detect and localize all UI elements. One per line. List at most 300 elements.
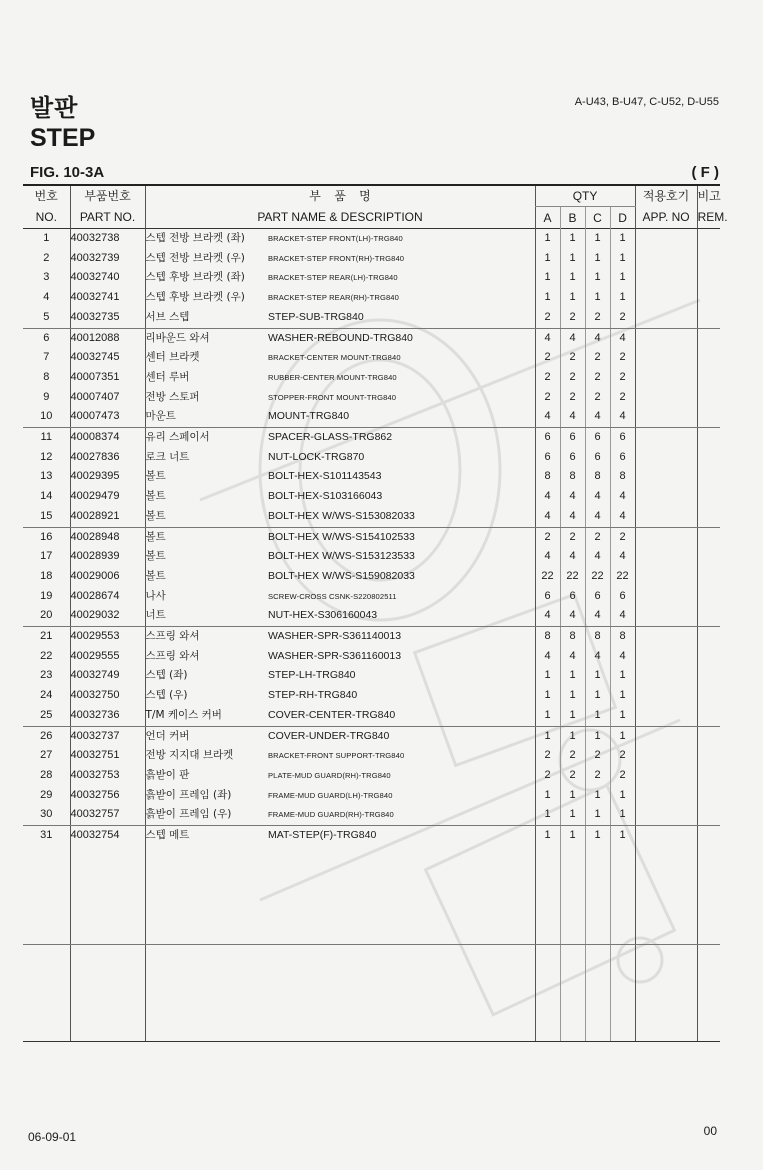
table-row (23, 348, 720, 368)
table-row (23, 308, 720, 328)
remark-cell (697, 786, 720, 806)
qty-d: 2 (610, 527, 635, 547)
part-name-korean: 유리 스페이서 (145, 428, 268, 448)
qty-c: 1 (585, 268, 610, 288)
part-name: BRACKET-STEP REAR(LH)-TRG840 (268, 273, 398, 283)
part-number: 40032756 (70, 786, 145, 806)
qty-c: 1 (585, 686, 610, 706)
app-no-cell (635, 288, 697, 308)
item-number: 4 (43, 291, 50, 304)
table-row (23, 567, 720, 587)
app-no-cell (635, 407, 697, 427)
part-name: BRACKET-FRONT SUPPORT-TRG840 (268, 751, 405, 761)
item-number: 23 (40, 669, 53, 682)
table-row (23, 627, 720, 647)
part-number: 40028948 (70, 527, 145, 547)
table-row (23, 328, 720, 348)
table-row (23, 368, 720, 388)
blank-cell (70, 846, 145, 945)
remark-cell (697, 726, 720, 746)
qty-c: 1 (585, 249, 610, 269)
part-name: BOLT-HEX W/WS-S153123533 (268, 550, 415, 563)
part-name-korean: 스텝 후방 브라켓 (우) (145, 288, 268, 308)
part-name: BRACKET-STEP FRONT(RH)-TRG840 (268, 253, 405, 263)
part-name: PLATE-MUD GUARD(RH)-TRG840 (268, 770, 391, 780)
part-name: BOLT-HEX W/WS-S153082033 (268, 507, 535, 527)
part-name-korean: 스프링 와셔 (145, 647, 268, 667)
remark-cell (697, 627, 720, 647)
remark-cell (697, 407, 720, 427)
qty-c: 4 (585, 328, 610, 348)
part-name-korean: 볼트 (145, 547, 268, 567)
blank-cell (70, 944, 145, 1041)
col-part-no-ko: 부품번호 (70, 186, 145, 207)
qty-d: 4 (610, 606, 635, 626)
qty-c: 1 (585, 229, 610, 249)
col-app-ko: 적용호기 (635, 186, 697, 207)
page-title-korean: 발판 (30, 94, 79, 122)
parts-table-body (23, 229, 720, 1042)
qty-a: 2 (535, 746, 560, 766)
qty-c: 1 (585, 805, 610, 825)
part-number: 40032749 (70, 666, 145, 686)
remark-cell (697, 507, 720, 527)
qty-a: 6 (535, 448, 560, 468)
qty-d: 2 (610, 348, 635, 368)
qty-d: 2 (610, 388, 635, 408)
part-name-korean: 서브 스텝 (145, 308, 268, 328)
qty-d: 1 (610, 268, 635, 288)
qty-d: 6 (610, 448, 635, 468)
item-number: 17 (40, 550, 53, 563)
remark-cell (697, 766, 720, 786)
qty-a: 4 (535, 407, 560, 427)
blank-cell (610, 944, 635, 1041)
qty-d: 2 (610, 746, 635, 766)
qty-b: 4 (560, 647, 585, 667)
part-number: 40007407 (70, 388, 145, 408)
qty-c: 2 (585, 527, 610, 547)
app-no-cell (635, 547, 697, 567)
part-name: COVER-UNDER-TRG840 (268, 729, 390, 742)
qty-c: 1 (585, 826, 610, 846)
item-number: 11 (40, 431, 52, 444)
item-number: 15 (23, 507, 70, 527)
part-number: 40032740 (70, 268, 145, 288)
figure-code: ( F ) (691, 164, 719, 181)
part-name-korean: 스프링 와셔 (145, 627, 268, 647)
part-name: BOLT-HEX W/WS-S159082033 (268, 569, 415, 582)
part-name: WASHER-SPR-S361140013 (268, 630, 402, 643)
figure-number: FIG. 10-3A (30, 164, 105, 181)
part-name-korean: 흙받이 프레임 (좌) (145, 786, 268, 806)
part-number: 40029032 (70, 606, 145, 626)
qty-d: 1 (610, 805, 635, 825)
qty-d: 2 (610, 308, 635, 328)
part-name: FRAME-MUD GUARD(RH)-TRG840 (268, 805, 535, 825)
qty-d: 4 (610, 507, 635, 527)
qty-d: 4 (610, 407, 635, 427)
app-no-cell (635, 268, 697, 288)
item-number: 18 (40, 569, 53, 582)
part-name-korean: 볼트 (145, 507, 268, 527)
table-row (23, 487, 720, 507)
qty-d: 2 (610, 368, 635, 388)
qty-a: 1 (535, 249, 560, 269)
qty-b: 1 (560, 726, 585, 746)
app-no-cell (635, 308, 697, 328)
part-name: BRACKET-STEP FRONT(LH)-TRG840 (268, 234, 403, 243)
qty-a: 4 (535, 606, 560, 626)
qty-b: 1 (560, 268, 585, 288)
part-number: 40032736 (70, 706, 145, 726)
col-qty: QTY (535, 186, 635, 207)
part-name: WASHER-SPR-S361160013 (268, 649, 402, 662)
part-number: 40029553 (70, 627, 145, 647)
table-row (23, 268, 720, 288)
item-number: 25 (23, 706, 70, 726)
part-number: 40032741 (70, 288, 145, 308)
col-name-ko: 부 품 명 (145, 186, 535, 207)
col-no-ko: 번호 (34, 189, 58, 204)
col-qty-d: D (610, 207, 635, 229)
item-number: 19 (40, 589, 53, 602)
app-no-cell (635, 786, 697, 806)
part-number: 40029555 (70, 647, 145, 667)
qty-a: 2 (535, 348, 560, 368)
part-number: 40032753 (70, 766, 145, 786)
col-rem-ko: 비고 (697, 186, 720, 207)
blank-cell (610, 846, 635, 945)
part-number: 40032751 (70, 746, 145, 766)
qty-a: 4 (535, 487, 560, 507)
qty-c: 4 (585, 407, 610, 427)
part-name: COVER-CENTER-TRG840 (268, 706, 535, 726)
qty-d: 1 (610, 726, 635, 746)
part-number: 40032735 (70, 308, 145, 328)
item-number: 10 (23, 407, 70, 427)
qty-c: 2 (585, 368, 610, 388)
item-number: 12 (40, 450, 53, 463)
app-no-cell (635, 826, 697, 846)
table-row (23, 388, 720, 408)
qty-a: 6 (535, 428, 560, 448)
table-row (23, 428, 720, 448)
qty-d: 2 (610, 766, 635, 786)
col-part-no-en: PART NO. (70, 207, 145, 229)
item-number: 13 (40, 470, 53, 483)
qty-b: 2 (560, 388, 585, 408)
blank-cell (145, 846, 535, 945)
qty-d: 1 (610, 826, 635, 846)
item-number: 7 (43, 351, 50, 364)
table-row (23, 229, 720, 249)
part-name: BOLT-HEX-S103166043 (268, 490, 383, 503)
qty-b: 6 (560, 428, 585, 448)
qty-b: 4 (560, 487, 585, 507)
app-no-cell (635, 647, 697, 667)
qty-a: 1 (535, 288, 560, 308)
qty-b: 4 (560, 547, 585, 567)
remark-cell (697, 229, 720, 249)
remark-cell (697, 606, 720, 626)
app-no-cell (635, 726, 697, 746)
item-number: 9 (43, 390, 50, 403)
part-number: 40029006 (70, 567, 145, 587)
qty-b: 1 (560, 805, 585, 825)
app-no-cell (635, 766, 697, 786)
part-name-korean: 센터 루버 (145, 368, 268, 388)
table-row (23, 647, 720, 667)
qty-d: 8 (610, 627, 635, 647)
qty-d: 1 (610, 786, 635, 806)
qty-a: 1 (535, 786, 560, 806)
qty-d: 1 (610, 229, 635, 249)
item-number: 8 (43, 370, 50, 383)
part-name-korean: 볼트 (145, 487, 268, 507)
part-name-korean: 스텝 후방 브라켓 (좌) (145, 268, 268, 288)
app-no-cell (635, 606, 697, 626)
part-number: 40032738 (70, 229, 145, 249)
app-no-cell (635, 368, 697, 388)
part-name: BOLT-HEX W/WS-S154102533 (268, 530, 415, 543)
qty-b: 1 (560, 786, 585, 806)
qty-a: 8 (535, 467, 560, 487)
app-no-cell (635, 527, 697, 547)
part-name-korean: 볼트 (145, 467, 268, 487)
part-name-korean: 전방 지지대 브라켓 (145, 746, 268, 766)
qty-c: 6 (585, 448, 610, 468)
qty-b: 4 (560, 606, 585, 626)
remark-cell (697, 388, 720, 408)
remark-cell (697, 268, 720, 288)
qty-b: 1 (560, 826, 585, 846)
qty-c: 4 (585, 606, 610, 626)
blank-cell (535, 944, 560, 1041)
qty-b: 4 (560, 328, 585, 348)
part-number: 40032739 (70, 249, 145, 269)
table-row (23, 726, 720, 746)
page-number: 00 (703, 1124, 717, 1138)
qty-c: 22 (585, 567, 610, 587)
blank-cell (145, 944, 535, 1041)
col-name-en: PART NAME & DESCRIPTION (145, 207, 535, 229)
part-name-korean: 볼트 (145, 527, 268, 547)
qty-b: 2 (560, 766, 585, 786)
qty-a: 1 (535, 826, 560, 846)
part-number: 40007473 (70, 407, 145, 427)
qty-d: 1 (610, 666, 635, 686)
table-row (23, 249, 720, 269)
blank-cell (697, 846, 720, 945)
table-row (23, 288, 720, 308)
qty-a: 2 (535, 766, 560, 786)
qty-d: 4 (610, 547, 635, 567)
remark-cell (697, 805, 720, 825)
qty-b: 1 (560, 249, 585, 269)
qty-c: 1 (585, 726, 610, 746)
item-number: 29 (40, 788, 53, 801)
qty-d: 1 (610, 249, 635, 269)
blank-cell (697, 944, 720, 1041)
part-name-korean: 로크 너트 (145, 448, 268, 468)
part-name-korean: 흙받이 프레임 (우) (145, 805, 268, 825)
qty-a: 1 (535, 268, 560, 288)
qty-b: 6 (560, 448, 585, 468)
app-no-cell (635, 467, 697, 487)
blank-cell (585, 944, 610, 1041)
qty-c: 2 (585, 388, 610, 408)
part-number: 40028921 (70, 507, 145, 527)
parts-table (23, 186, 728, 1042)
part-name-korean: 센터 브라켓 (145, 348, 268, 368)
qty-c: 4 (585, 647, 610, 667)
qty-b: 1 (560, 229, 585, 249)
col-rem-en: REM. (697, 207, 720, 229)
blank-row (23, 944, 720, 1041)
qty-b: 2 (560, 527, 585, 547)
remark-cell (697, 746, 720, 766)
app-no-cell (635, 428, 697, 448)
table-row (23, 826, 720, 846)
qty-b: 2 (560, 746, 585, 766)
app-no-cell (635, 746, 697, 766)
remark-cell (697, 487, 720, 507)
item-number: 16 (40, 530, 53, 543)
qty-b: 1 (560, 666, 585, 686)
item-number: 5 (23, 308, 70, 328)
qty-d: 6 (610, 587, 635, 607)
part-name: MAT-STEP(F)-TRG840 (268, 829, 377, 842)
part-number: 40028939 (70, 547, 145, 567)
qty-c: 1 (585, 666, 610, 686)
part-name: SPACER-GLASS-TRG862 (268, 431, 393, 444)
app-no-cell (635, 507, 697, 527)
part-name-korean: 언더 커버 (145, 726, 268, 746)
part-name: NUT-HEX-S306160043 (268, 606, 535, 626)
qty-a: 1 (535, 706, 560, 726)
part-number: 40027836 (70, 448, 145, 468)
part-number: 40008374 (70, 428, 145, 448)
qty-b: 1 (560, 288, 585, 308)
qty-b: 8 (560, 467, 585, 487)
remark-cell (697, 547, 720, 567)
qty-c: 2 (585, 746, 610, 766)
remark-cell (697, 328, 720, 348)
remark-cell (697, 686, 720, 706)
qty-d: 4 (610, 328, 635, 348)
remark-cell (697, 348, 720, 368)
col-no-en: NO. (35, 210, 57, 225)
qty-c: 2 (585, 308, 610, 328)
qty-c: 1 (585, 288, 610, 308)
qty-a: 4 (535, 328, 560, 348)
part-name-korean: 전방 스토퍼 (145, 388, 268, 408)
qty-a: 1 (535, 666, 560, 686)
table-row (23, 407, 720, 427)
remark-cell (697, 308, 720, 328)
part-number: 40028674 (70, 587, 145, 607)
table-row (23, 786, 720, 806)
col-qty-a: A (535, 207, 560, 229)
part-name: FRAME-MUD GUARD(LH)-TRG840 (268, 790, 393, 800)
table-row (23, 587, 720, 607)
qty-b: 2 (560, 348, 585, 368)
app-no-cell (635, 587, 697, 607)
table-row (23, 746, 720, 766)
table-row (23, 666, 720, 686)
remark-cell (697, 368, 720, 388)
app-no-cell (635, 627, 697, 647)
qty-a: 22 (535, 567, 560, 587)
blank-cell (585, 846, 610, 945)
part-number: 40032754 (70, 826, 145, 846)
part-name-korean: 흙받이 판 (145, 766, 268, 786)
qty-b: 8 (560, 627, 585, 647)
item-number: 24 (40, 689, 53, 702)
qty-c: 6 (585, 587, 610, 607)
item-number: 2 (43, 251, 50, 264)
part-number: 40029395 (70, 467, 145, 487)
qty-b: 2 (560, 308, 585, 328)
app-no-cell (635, 229, 697, 249)
page-title: STEP (30, 124, 96, 152)
part-name: STOPPER-FRONT MOUNT-TRG840 (268, 392, 397, 402)
part-name: WASHER-REBOUND-TRG840 (268, 331, 413, 344)
qty-c: 2 (585, 348, 610, 368)
app-no-cell (635, 388, 697, 408)
part-name: STEP-SUB-TRG840 (268, 308, 535, 328)
qty-c: 4 (585, 547, 610, 567)
part-name-korean: 스텝 전방 브라켓 (우) (145, 249, 268, 269)
table-row (23, 805, 720, 825)
qty-a: 1 (535, 229, 560, 249)
qty-b: 1 (560, 686, 585, 706)
qty-c: 1 (585, 706, 610, 726)
item-number: 27 (40, 749, 53, 762)
app-no-cell (635, 805, 697, 825)
part-number: 40029479 (70, 487, 145, 507)
table-row (23, 527, 720, 547)
part-name-korean: 스텝 (좌) (145, 666, 268, 686)
table-row (23, 686, 720, 706)
item-number: 1 (43, 232, 50, 244)
qty-c: 4 (585, 487, 610, 507)
qty-d: 1 (610, 288, 635, 308)
blank-cell (560, 944, 585, 1041)
part-number: 40012088 (70, 328, 145, 348)
table-row (23, 706, 720, 726)
remark-cell (697, 448, 720, 468)
part-name: RUBBER-CENTER MOUNT-TRG840 (268, 372, 397, 382)
qty-c: 8 (585, 467, 610, 487)
blank-cell (635, 846, 697, 945)
table-row (23, 448, 720, 468)
app-no-cell (635, 328, 697, 348)
revision-date: 06-09-01 (28, 1130, 77, 1144)
part-name-korean: 리바운드 와셔 (145, 328, 268, 348)
qty-d: 1 (610, 686, 635, 706)
part-name-korean: 나사 (145, 587, 268, 607)
qty-c: 2 (585, 766, 610, 786)
item-number: 26 (40, 729, 53, 742)
part-name: MOUNT-TRG840 (268, 407, 535, 427)
remark-cell (697, 706, 720, 726)
app-no-cell (635, 666, 697, 686)
app-no-cell (635, 487, 697, 507)
qty-a: 4 (535, 507, 560, 527)
item-number: 20 (23, 606, 70, 626)
